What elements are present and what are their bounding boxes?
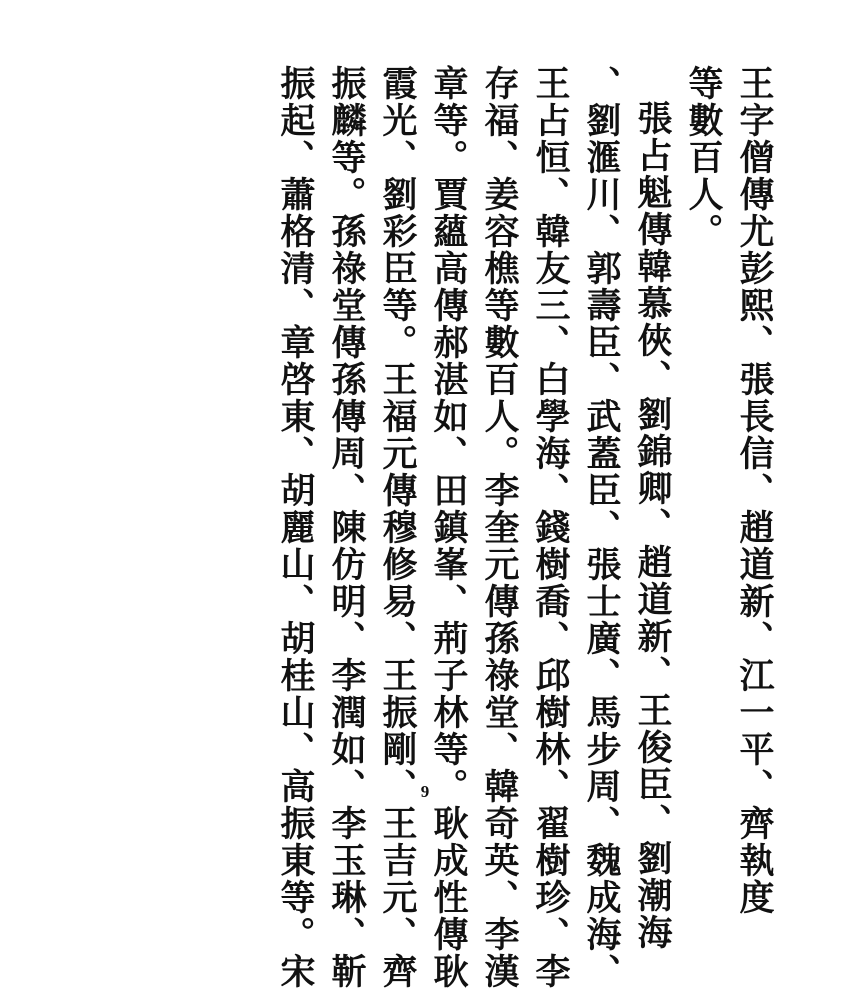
- text-column-3: 張占魁傳韓慕俠、劉錦卿、趙道新、王俊臣、劉潮海: [632, 100, 673, 951]
- text-column-4: 、劉滙川、郭壽臣、武蓋臣、張士廣、馬步周、魏成海、: [581, 65, 622, 990]
- vertical-text-body: [270, 65, 780, 990]
- page-number: 9: [420, 782, 430, 801]
- text-column-1: 王字僧傳尤彭熙、張長信、趙道新、江一平、齊執度: [734, 65, 775, 916]
- text-column-10: 振起、蕭格清、章啓東、胡麗山、胡桂山、高振東等。宋: [275, 65, 316, 990]
- text-column-9: 振麟等。孫祿堂傳孫傳周、陳仿明、李潤如、李玉琳、靳: [326, 65, 367, 990]
- text-column-6: 存福、姜容樵等數百人。李奎元傳孫祿堂、韓奇英、李漢: [479, 65, 520, 990]
- text-column-5: 王占恒、韓友三、白學海、錢樹喬、邱樹林、翟樹珍、李: [530, 65, 571, 990]
- text-column-8: 霞光、劉彩臣等。王福元傳穆修易、王振剛、王吉元、齊: [377, 65, 418, 990]
- text-column-2: 等數百人。: [683, 65, 724, 250]
- text-column-7: 章等。賈蘊高傳郝湛如、田鎮峯、荊子林等。耿成性傳耿: [428, 65, 469, 990]
